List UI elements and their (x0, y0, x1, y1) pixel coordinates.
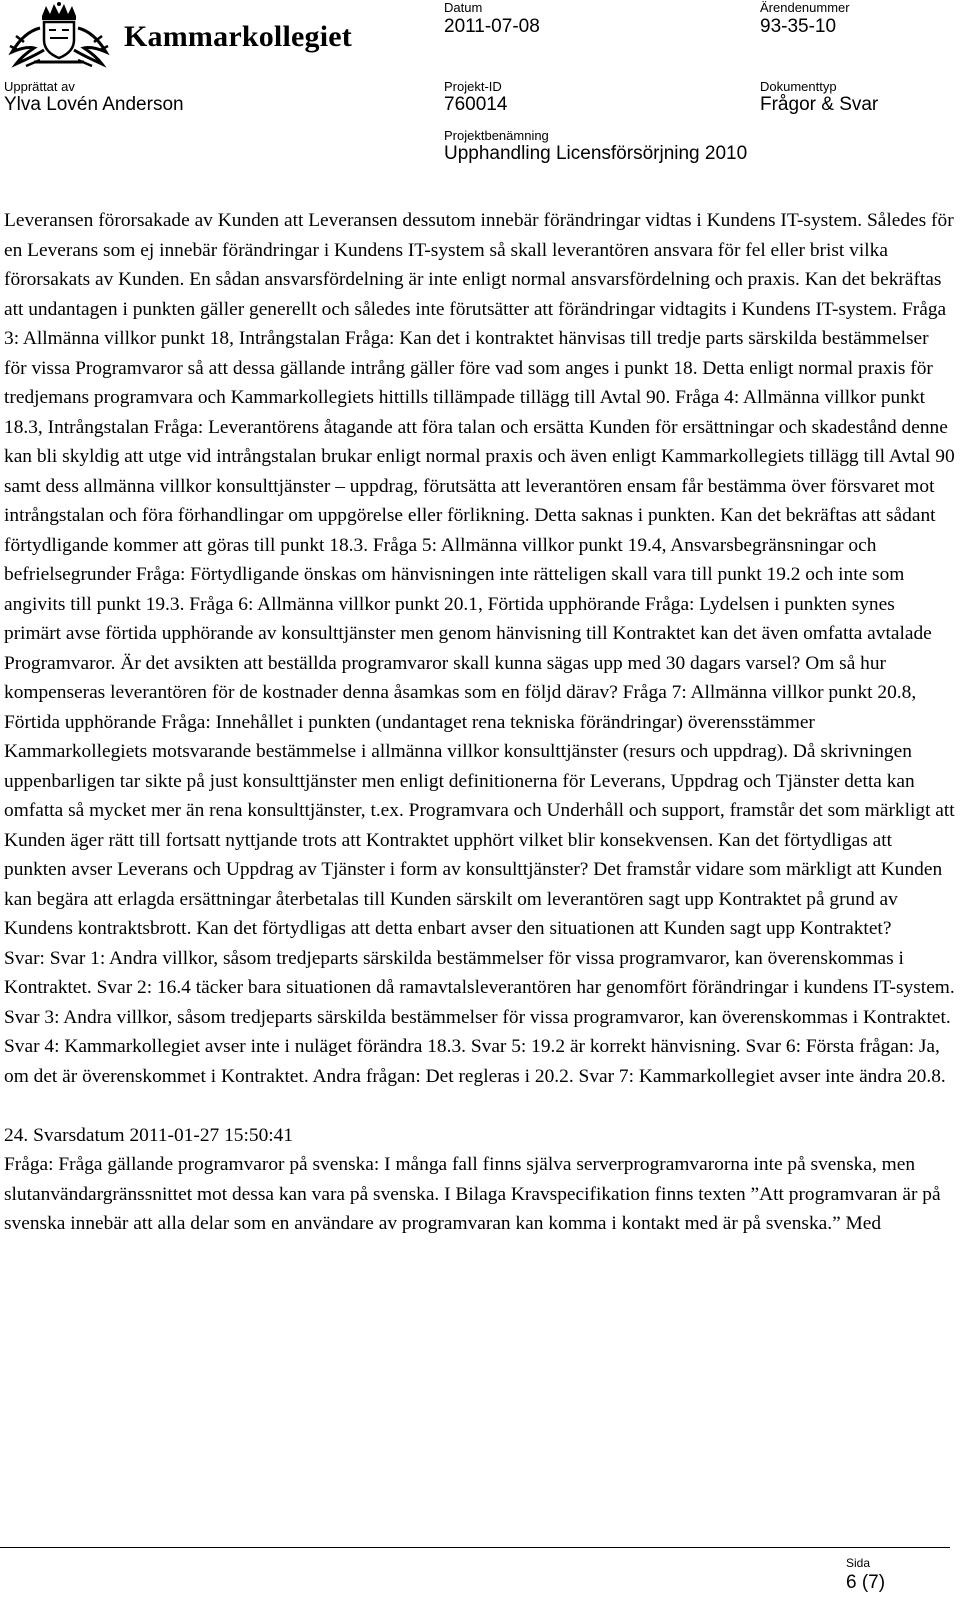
datum-label: Datum (444, 0, 483, 15)
question-paragraph: Leveransen förorsakade av Kunden att Leveransen dessutom innebär förändringar vidtas i Kundens IT-system. Således för en Leverans som ej innebär förändringar i Kundens IT-system så skall leverantören ansvara för fel eller brist vilka förorsakats av Kunden. En sådan ansvarsfördelning är inte enligt normal ansvarsfördelning och praxis. Kan det bekräftas att undantagen i punkten gäller generellt och således inte förutsätter att förändringar vidtagits i Kundens IT-system. Fråga 3: Allmänna villkor punkt 18, Intrångstalan Fråga: Kan det i kontraktet hänvisas till tredje parts särskilda bestämmelser för vissa Programvaror så att dessa gällande intrång gäller före vad som anges i punkt 18. Detta enligt normal praxis för tredjemans programvara och Kammarkollegiets hittills tillämpade tillägg till Avtal 90. Fråga 4: Allmänna villkor punkt 18.3, Intrångstalan Fråga: Leverantörens åtagande att föra talan och ersätta Kunden för ersättningar och skadestånd denne kan bli skyldig att utge vid intrångstalan brukar enligt normal praxis och även enligt Kammarkollegiets tillägg till Avtal 90 samt dess allmänna villkor konsulttjänster – uppdrag, förutsätta att leverantören ensam får bestämma över försvaret mot intrångstalan och föra förhandlingar om uppgörelse eller förlikning. Detta saknas i punkten. Kan det bekräftas att sådant förtydligande kommer att göras till punkt 18.3. Fråga 5: Allmänna villkor punkt 19.4, Ansvarsbegränsningar och befrielsegrunder Fråga: Förtydligande önskas om hänvisningen inte rätteligen skall vara till punkt 19.2 och inte som angivits till punkt 19.3. Fråga 6: Allmänna villkor punkt 20.1, Förtida upphörande Fråga: Lydelsen i punkten synes primärt avse förtida upphörande av konsulttjänster men genom hänvisning till Kontraktet kan det även omfatta avtalade Programvaror. Är det avsikten att beställda programvaror skall kunna sägas upp med 30 dagars varsel? Om så hur kompenseras leverantören för de kostnader denna åsamkas som en följd därav? Fråga 7: Allmänna villkor punkt 20.8, Förtida upphörande Fråga: Innehållet i punkten (undantaget rena tekniska förändringar) överensstämmer Kammarkollegiets motsvarande bestämmelse i allmänna villkor konsulttjänster (resurs och uppdrag). Då skrivningen uppenbarligen tar sikte på just konsulttjänster men enligt definitionerna för Leverans, Uppdrag och Tjänster detta kan omfatta så mycket mer än rena konsulttjänster, t.ex. Programvara och Underhåll och support, framstår det som märkligt att Kunden äger rätt till fortsatt nyttjande trots att Kontraktet upphört vilket blir konsekvensen. Kan det förtydligas att punkten avser Leverans och Uppdrag av Tjänster i form av konsulttjänster? Det framstår vidare som märkligt att Kunden kan begära att erlagda ersättningar återbetalas till Kunden särskilt om leverantören sagt upp Kontraktet på grund av Kundens kontraktsbrott. Kan det förtydligas att detta enbart avser den situationen att Kunden sagt upp Kontraktet? (4, 210, 955, 939)
arendenummer-value: 93-35-10 (760, 16, 837, 37)
page-label: Sida (846, 1556, 871, 1570)
upprattat-av-value: Ylva Lovén Anderson (4, 94, 184, 115)
answer-paragraph: Svar: Svar 1: Andra villkor, såsom tredjeparts särskilda bestämmelser för vissa programvaror, kan överenskommas i Kontraktet. Svar 2: 16.4 täcker bara situationen då ramavtalsleverantören har genomfört förändringar i kundens IT-system. Svar 3: Andra villkor, såsom tredjeparts särskilda bestämmelser för vissa programvaror, kan överenskommas i Kontraktet. Svar 4: Kammarkollegiet avser inte i nuläget förändra 18.3. Svar 5: 19.2 är korrekt hänvisning. Svar 6: Första frågan: Ja, om det är överenskommet i Kontraktet. Andra frågan: Det regleras i 20.2. Svar 7: Kammarkollegiet avser inte ändra 20.8. (4, 947, 955, 1087)
document-body (4, 206, 956, 1239)
crown-emblem-icon (4, 2, 114, 68)
dokumenttyp-label: Dokumenttyp (760, 79, 837, 94)
projektbenamning-label: Projektbenämning (444, 128, 549, 143)
organisation-name: Kammarkollegiet (124, 20, 352, 53)
kammarkollegiet-logo (4, 2, 352, 72)
footer-divider (0, 1547, 950, 1548)
dokumenttyp-value: Frågor & Svar (760, 94, 879, 115)
arendenummer-label: Ärendenummer (760, 0, 850, 15)
datum-value: 2011-07-08 (444, 16, 540, 37)
paragraph-spacer (4, 1091, 956, 1121)
projekt-id-label: Projekt-ID (444, 79, 502, 94)
page-number: 6 (7) (846, 1572, 886, 1593)
projektbenamning-value: Upphandling Licensförsörjning 2010 (444, 143, 748, 164)
projekt-id-value: 760014 (444, 94, 508, 115)
entry-24-question: Fråga: Fråga gällande programvaror på svenska: I många fall finns själva serverprogramvarorna inte på svenska, men slutanvändargränssnittet mot dessa kan vara på svenska. I Bilaga Kravspecifikation finns texten ”Att programvaran är på svenska innebär att alla delar som en användare av programvaran kan komma i kontakt med är på svenska.” Med (4, 1154, 941, 1234)
upprattat-av-label: Upprättat av (4, 79, 75, 94)
entry-24-heading: 24. Svarsdatum 2011-01-27 15:50:41 (4, 1124, 294, 1146)
